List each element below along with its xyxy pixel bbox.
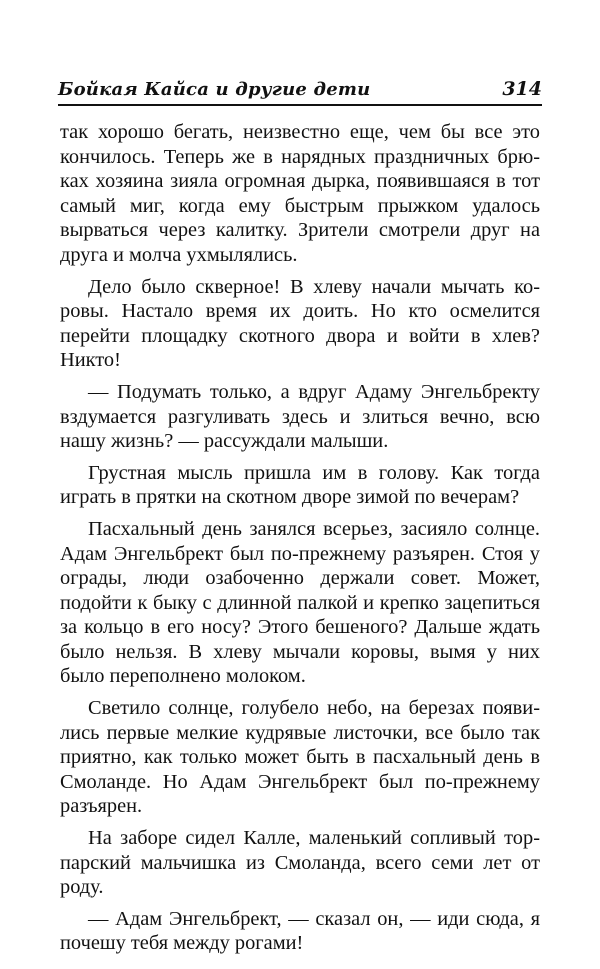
paragraph-7: На заборе сидел Калле, маленький сопливый торпарский мальчишка из Смоланда, всего семи лет от роду. [60,827,540,899]
paragraph-2: Дело было скверное! В хлеву начали мычать коровы. Настало время их доить. Но кто осмелится перейти площадку скотного двора и войти в хлев? Никто! [60,275,540,372]
header-rule [58,104,542,106]
page-number: 314 [502,78,542,100]
paragraph-3: — Подумать только, а вдруг Адаму Энгельбректу вздумается разгуливать здесь и злиться вечно, всю нашу жизнь? — рассуждали малыши. [60,380,540,453]
paragraph-8: — Адам Энгельбрект, — сказал он, — иди сюда, я почешу тебя между рогами! [60,907,540,955]
paragraph-4: Грустная мысль пришла им в голову. Как тогда играть в прятки на скотном дворе зимой по вечерам? [60,461,540,509]
running-header [58,70,542,106]
book-title: Бойкая Кайса и другие дети [58,79,371,100]
paragraph-6: Светило солнце, голубело небо, на березах появились первые мелкие кудрявые листочки, все было так приятно, как только может быть в пасхальный день в Смоланде. Но Адам Энгельбрект был по-прежнему разъярен. [60,697,540,818]
paragraph-1: так хорошо бегать, неизвестно еще, чем бы все это кончилось. Теперь же в нарядных праздничных брюках хозяина зияла огромная дырка, появившаяся в тот самый миг, когда ему быстрым прыжком удалось вырваться через калитку. Зрители смотрели друг на друга и молча ухмылялись. [60,121,540,266]
paragraph-5: Пасхальный день занялся всерьез, засияло солнце. Адам Энгельбрект был по-прежнему разъярен. Стоя у ограды, люди озабоченно держали совет. Может, подойти к быку с длинной палкой и крепко зацепиться за кольцо в его носу? Этого бешеного? Дальше ждать было нельзя. В хлеву мычали коровы, вымя у них было переполнено молоком. [60,517,540,688]
body-text [60,120,540,963]
